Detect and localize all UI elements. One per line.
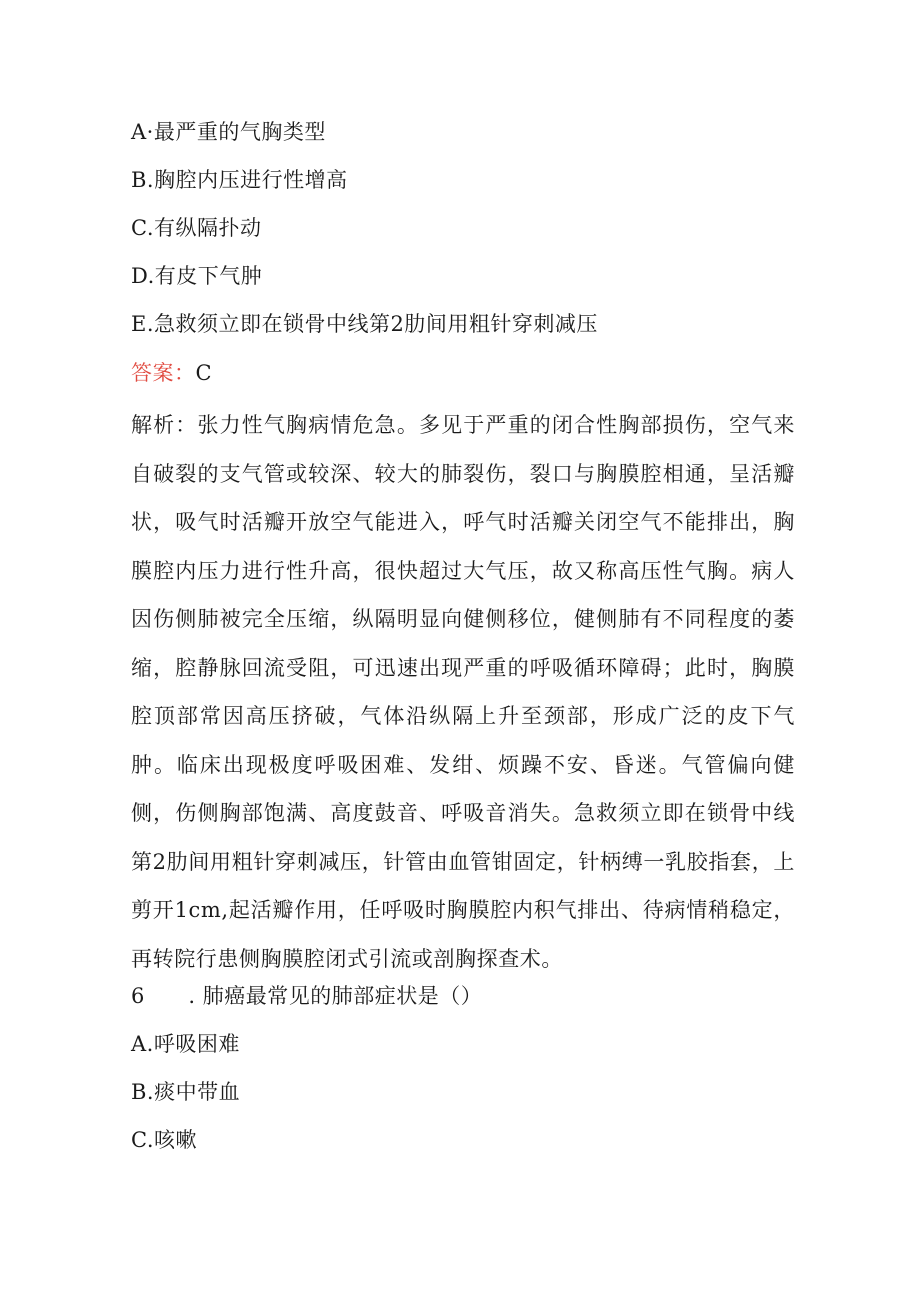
answer-value: C	[195, 361, 213, 385]
q5-option-b: B.胸腔内压进行性增高	[131, 168, 348, 192]
q6-option-c: C.咳嗽	[131, 1128, 197, 1152]
q5-option-e: E.急救须立即在锁骨中线第2肋间用粗针穿刺减压	[131, 312, 598, 336]
q6-option-b: B.痰中带血	[131, 1080, 241, 1104]
answer-label: 答案：	[131, 361, 196, 385]
q5-explanation: 解析：张力性气胸病情危急。多见于严重的闭合性胸部损伤，空气来自破裂的支气管或较深、较大的肺裂伤，裂口与胸膜腔相通，呈活瓣状，吸气时活瓣开放空气能进入，呼气时活瓣关闭空气不能排出，胸膜腔内压力进行性升高，很快超过大气压，故又称高压性气胸。病人因伤侧肺被完全压缩，纵隔明显向健侧移位，健侧肺有不同程度的萎缩，腔静脉回流受阻，可迅速出现严重的呼吸循环障碍；此时，胸膜腔顶部常因高压挤破，气体沿纵隔上升至颈部，形成广泛的皮下气肿。临床出现极度呼吸困难、发绀、烦躁不安、昏迷。气管偏向健侧，伤侧胸部饱满、高度鼓音、呼吸音消失。急救须立即在锁骨中线第2肋间用粗针穿刺减压，针管由血管钳固定，针柄缚一乳胶指套，上剪开1cm,起活瓣作用，任呼吸时胸膜腔内积气排出、待病情稍稳定，再转院行患侧胸膜腔闭式引流或剖胸探查术。	[131, 413, 795, 971]
q5-answer	[131, 359, 212, 387]
q5-option-c: C.有纵隔扑动	[131, 216, 262, 240]
q6-option-a: A.呼吸困难	[131, 1032, 240, 1056]
q5-option-d: D.有皮下气肿	[131, 264, 263, 288]
q5-option-a: A·最严重的气胸类型	[131, 120, 326, 144]
q6-question: 6 . 肺癌最常见的肺部症状是（）	[131, 984, 483, 1008]
